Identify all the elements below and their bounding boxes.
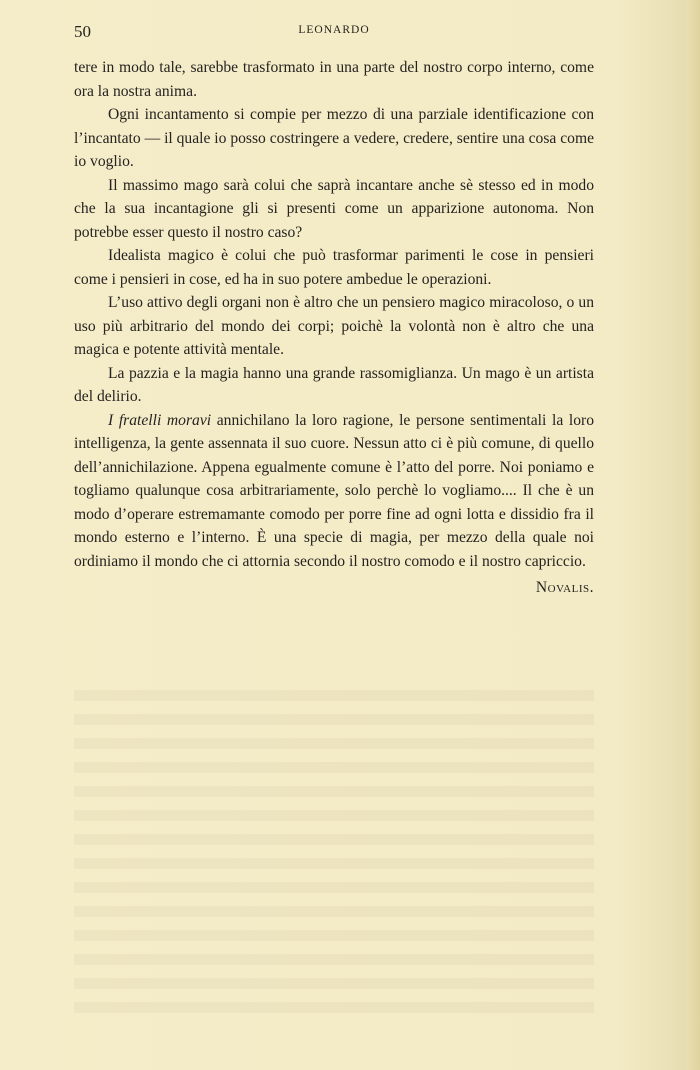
paragraph-1: tere in modo tale, sarebbe trasformato in una parte del nostro corpo interno, come ora la nostra anima. — [74, 59, 594, 100]
text-body — [74, 56, 594, 600]
paragraph-3: Il massimo mago sarà colui che saprà incantare anche sè stesso ed in modo che la sua incantagione gli si presenti come un apparizione autonoma. Non potrebbe esser questo il nostro caso? — [74, 176, 594, 241]
page-number: 50 — [74, 22, 91, 41]
paragraph-7 — [74, 409, 594, 574]
signature: Novalis. — [535, 579, 594, 596]
paragraph-6: La pazzia e la magia hanno una grande rassomiglianza. Un mago è un artista del delirio. — [74, 364, 594, 405]
paragraph-5: L’uso attivo degli organi non è altro che un pensiero magico miracoloso, o un uso più arbitrario del mondo dei corpi; poichè la volontà non è altro che una magica e potente attività mentale. — [74, 294, 594, 358]
running-title: LEONARDO — [298, 24, 370, 36]
paragraph-7-text: annichilano la loro ragione, le persone sentimentali la loro intelligenza, la gente assennata il suo cuore. Nessun atto ci è più comune, di quello dell’annichilazione. Appena egualmente comune è l’atto del porre. Noi poniamo e togliamo qualunque cosa arbitrariamente, solo perchè lo vogliamo.... Il che è un modo d’operare estremamante comodo per porre fine ad ogni lotta e dissidio fra il mondo esterno e l’interno. È una specie di magia, per mezzo della quale noi ordiniamo il mondo che ci attornia secondo il nostro comodo e il nostro capriccio. — [74, 411, 594, 570]
paragraph-2: Ogni incantamento si compie per mezzo di una parziale identificazione con l’incantato — il quale io posso costringere a vedere, credere, sentire una cosa come io voglio. — [74, 106, 595, 170]
page-header — [74, 22, 594, 46]
paragraph-4: Idealista magico è colui che può trasformar parimenti le cose in pensieri come i pensieri in cose, ed ha in suo potere ambedue le operazioni. — [74, 247, 594, 288]
page-edge — [686, 0, 700, 1070]
show-through-text — [74, 690, 594, 1020]
italic-lead: I fratelli moravi — [108, 411, 212, 429]
